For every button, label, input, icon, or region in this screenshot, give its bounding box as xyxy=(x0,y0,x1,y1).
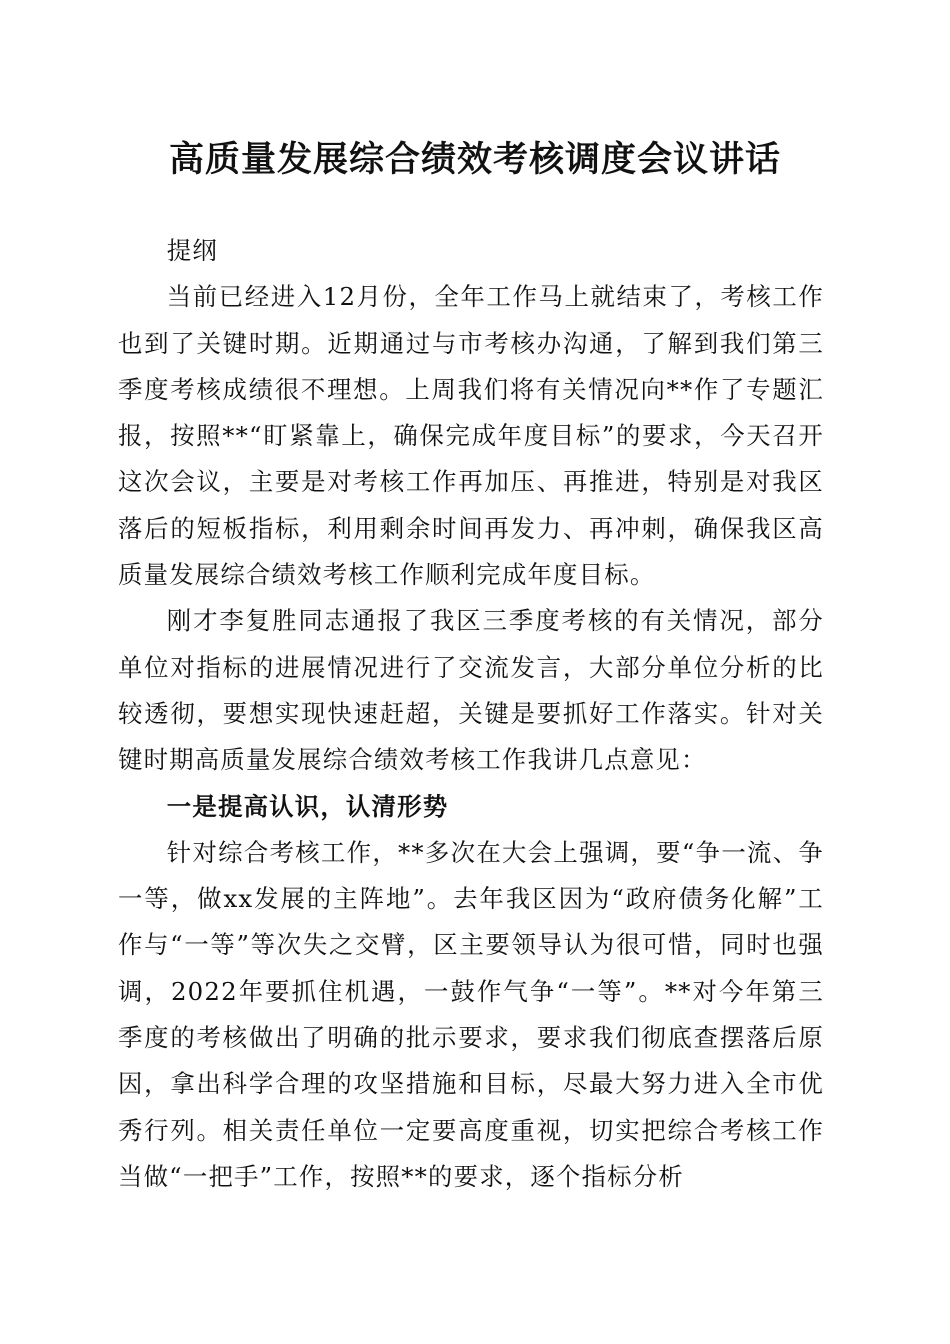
document-title: 高质量发展综合绩效考核调度会议讲话 xyxy=(168,139,781,180)
body-paragraph: 当前已经进入12月份，全年工作马上就结束了，考核工作也到了关键时期。近期通过与市考核办沟通，了解到我们第三季度考核成绩很不理想。上周我们将有关情况向**作了专题汇报，按照**“盯紧靠上，确保完成年度目标”的要求，今天召开这次会议，主要是对考核工作再加压、再推进，特别是对我区落后的短板指标，利用剩余时间再发力、再冲刺，确保我区高质量发展综合绩效考核工作顺利完成年度目标。 xyxy=(118,282,824,590)
section-heading: 一是提高认识，认清形势 xyxy=(166,791,449,821)
outline-label: 提纲 xyxy=(166,236,218,265)
body-paragraph: 刚才李复胜同志通报了我区三季度考核的有关情况，部分单位对指标的进展情况进行了交流发言，大部分单位分析的比较透彻，要想实现快速赶超，关键是要抓好工作落实。针对关键时期高质量发展综合绩效考核工作我讲几点意见： xyxy=(118,606,824,775)
document-body xyxy=(118,228,824,1200)
body-paragraph: 针对综合考核工作，**多次在大会上强调，要“争一流、争一等，做xx发展的主阵地”。去年我区因为“政府债务化解”工作与“一等”等次失之交臂，区主要领导认为很可惜，同时也强调，2022年要抓住机遇，一鼓作气争“一等”。**对今年第三季度的考核做出了明确的批示要求，要求我们彻底查摆落后原因，拿出科学合理的攻坚措施和目标，尽最大努力进入全市优秀行列。相关责任单位一定要高度重视，切实把综合考核工作当做“一把手”工作，按照**的要求，逐个指标分析 xyxy=(118,837,824,1191)
